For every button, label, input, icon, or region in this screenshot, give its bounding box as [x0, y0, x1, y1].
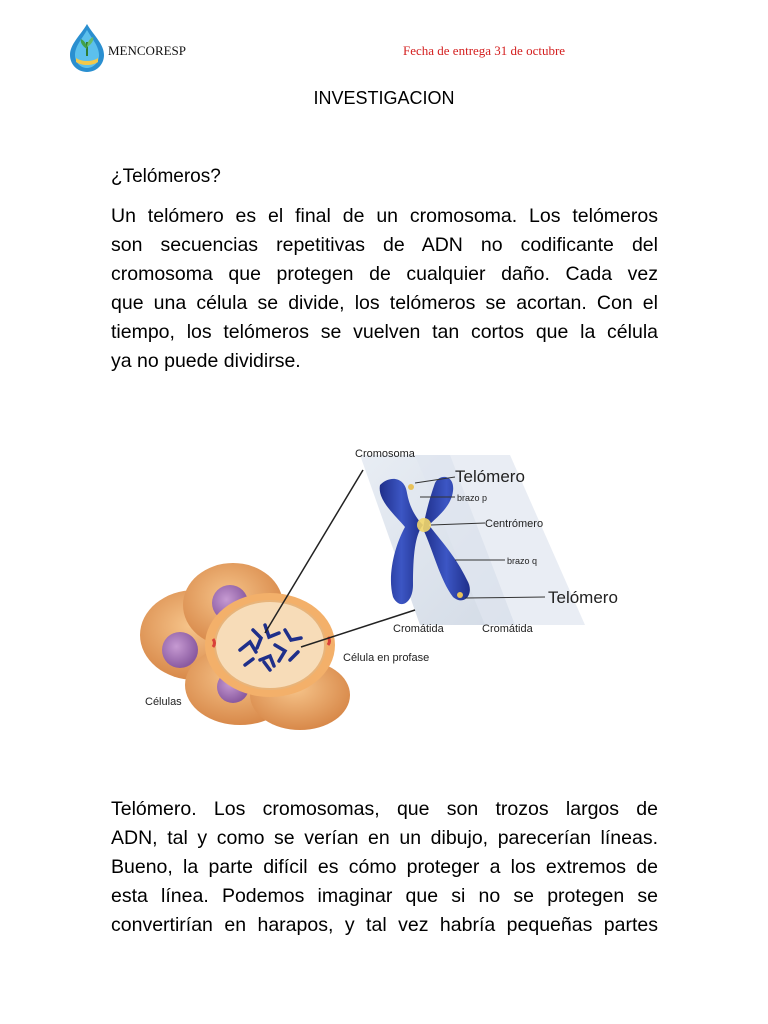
brand-name: MENCORESP [108, 43, 187, 58]
paragraph-line: esta línea. Podemos imaginar que si no se protegen se [111, 885, 658, 907]
label-telomero-top: Telómero [455, 467, 525, 486]
cell-marker [213, 639, 215, 647]
label-centromero: Centrómero [485, 518, 544, 530]
label-celulas: Células [145, 696, 182, 708]
label-cromatida-right: Cromátida [482, 623, 533, 635]
mencoresp-logo [66, 22, 108, 74]
paragraph-line: Un telómero es el final de un cromosoma. Los telómeros [111, 205, 658, 227]
paragraph-line: convertirían en harapos, y tal vez habría pequeñas partes [111, 914, 658, 936]
paragraph-line: Bueno, la parte difícil es cómo proteger a los extremos de [111, 856, 658, 878]
paragraph-line: ADN, tal y como se verían en un dibujo, parecerían líneas. [111, 827, 658, 849]
label-brazo-q: brazo q [507, 556, 538, 566]
paragraph-line: que una célula se divide, los telómeros se acortan. Con el [111, 292, 658, 314]
telomere-diagram [115, 425, 680, 735]
section-question: ¿Telómeros? [111, 166, 221, 187]
paragraph-line: son secuencias repetitivas de ADN no codificante del [111, 234, 658, 256]
label-telomero-bottom: Telómero [548, 588, 618, 607]
label-celula-profase: Célula en profase [343, 652, 430, 664]
due-date: Fecha de entrega 31 de octubre [403, 43, 566, 58]
paragraph-line: Telómero. Los cromosomas, que son trozos largos de [111, 798, 658, 820]
page-title: INVESTIGACION [313, 88, 455, 108]
paragraph-line: cromosoma que protegen de cualquier daño. Cada vez [111, 263, 658, 285]
paragraph-telomeros [111, 202, 658, 376]
label-brazo-p: brazo p [457, 493, 488, 503]
label-cromatida-left: Cromátida [393, 623, 444, 635]
label-cromosoma: Cromosoma [355, 448, 415, 460]
paragraph-line: ya no puede dividirse. [111, 350, 301, 372]
paragraph-telomero [111, 795, 658, 940]
paragraph-line: tiempo, los telómeros se vuelven tan cortos que la célula [111, 321, 658, 343]
nucleus [162, 632, 198, 668]
